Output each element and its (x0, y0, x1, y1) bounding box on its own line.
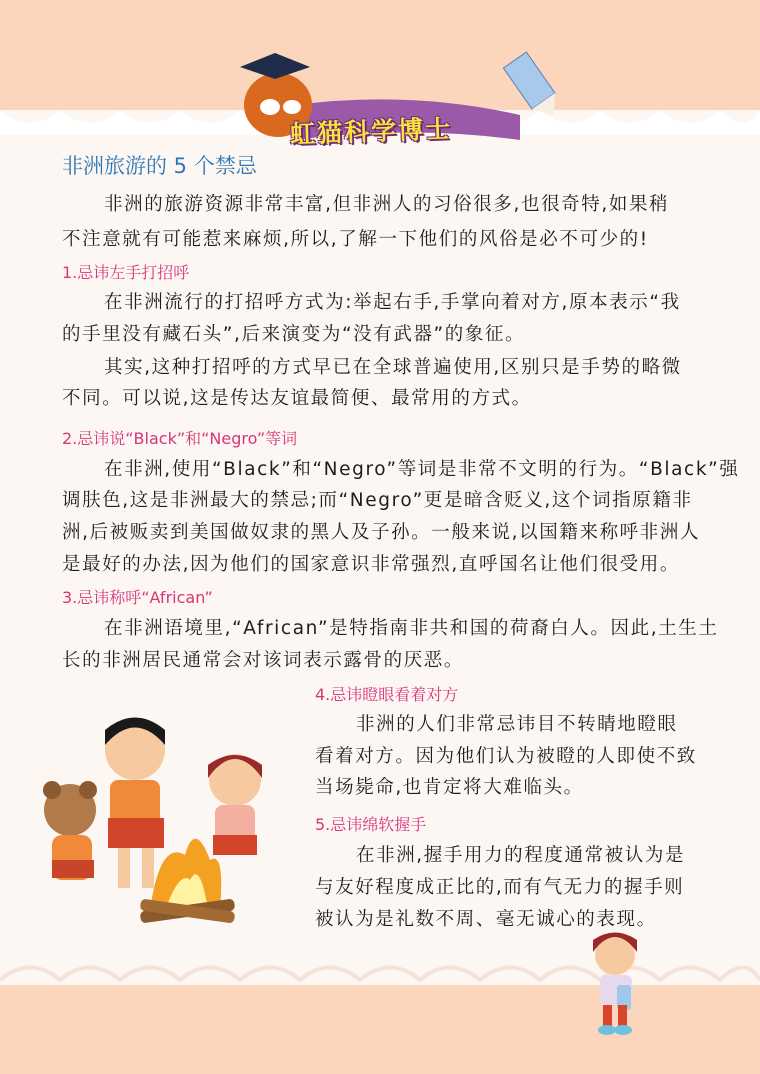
body-line: 的手里没有藏石头”,后来演变为“没有武器”的象征。 (62, 324, 526, 345)
body-line: 在非洲,使用“Black”和“Negro”等词是非常不文明的行为。“Black”强 (104, 459, 740, 480)
body-line: 调肤色,这是非洲最大的禁忌;而“Negro”更是暗含贬义,这个词指原籍非 (62, 490, 693, 511)
section-heading: 2.忌讳说“Black”和“Negro”等词 (62, 429, 298, 448)
body-line: 洲,后被贩卖到美国做奴隶的黑人及子孙。一般来说,以国籍来称呼非洲人 (62, 522, 701, 543)
body-line: 当场毙命,也肯定将大难临头。 (315, 777, 584, 798)
body-line: 非洲的人们非常忌讳目不转睛地瞪眼 (356, 714, 678, 735)
body-line: 在非洲语境里,“African”是特指南非共和国的荷裔白人。因此,土生土 (104, 618, 719, 639)
body-line: 与友好程度成正比的,而有气无力的握手则 (315, 877, 685, 898)
body-line: 是最好的办法,因为他们的国家意识非常强烈,直呼国名让他们很受用。 (62, 554, 680, 575)
page-title: 非洲旅游的 5 个禁忌 (62, 154, 257, 178)
intro-line: 非洲的旅游资源非常丰富,但非洲人的习俗很多,也很奇特,如果稍 (104, 194, 670, 215)
graduation-cap-icon (240, 53, 310, 79)
section-heading: 1.忌讳左手打招呼 (62, 263, 190, 282)
pencil-icon (503, 52, 560, 124)
body-line: 在非洲,握手用力的程度通常被认为是 (356, 845, 686, 866)
girl-with-bottle-illustration (585, 930, 655, 1040)
intro-line: 不注意就有可能惹来麻烦,所以,了解一下他们的风俗是必不可少的! (62, 229, 649, 250)
body-line: 长的非洲居民通常会对该词表示露骨的厌恶。 (62, 650, 465, 671)
section-heading: 4.忌讳瞪眼看着对方 (315, 685, 459, 704)
body-line: 看着对方。因为他们认为被瞪的人即使不致 (315, 746, 697, 767)
girl-character-icon (208, 754, 262, 855)
body-line: 不同。可以说,这是传达友谊最简便、最常用的方式。 (62, 388, 532, 409)
banner-title: 虹猫科学博士 (289, 114, 453, 149)
body-line: 其实,这种打招呼的方式早已在全球普遍使用,区别只是手势的略微 (104, 357, 682, 378)
campfire-children-illustration (30, 710, 280, 940)
bear-character-icon (43, 781, 97, 880)
section-heading: 3.忌讳称呼“African” (62, 588, 213, 607)
boy-character-icon (105, 718, 165, 889)
body-line: 被认为是礼数不周、毫无诚心的表现。 (315, 909, 657, 930)
body-line: 在非洲流行的打招呼方式为:举起右手,手掌向着对方,原本表示“我 (104, 292, 681, 313)
section-heading: 5.忌讳绵软握手 (315, 815, 427, 834)
